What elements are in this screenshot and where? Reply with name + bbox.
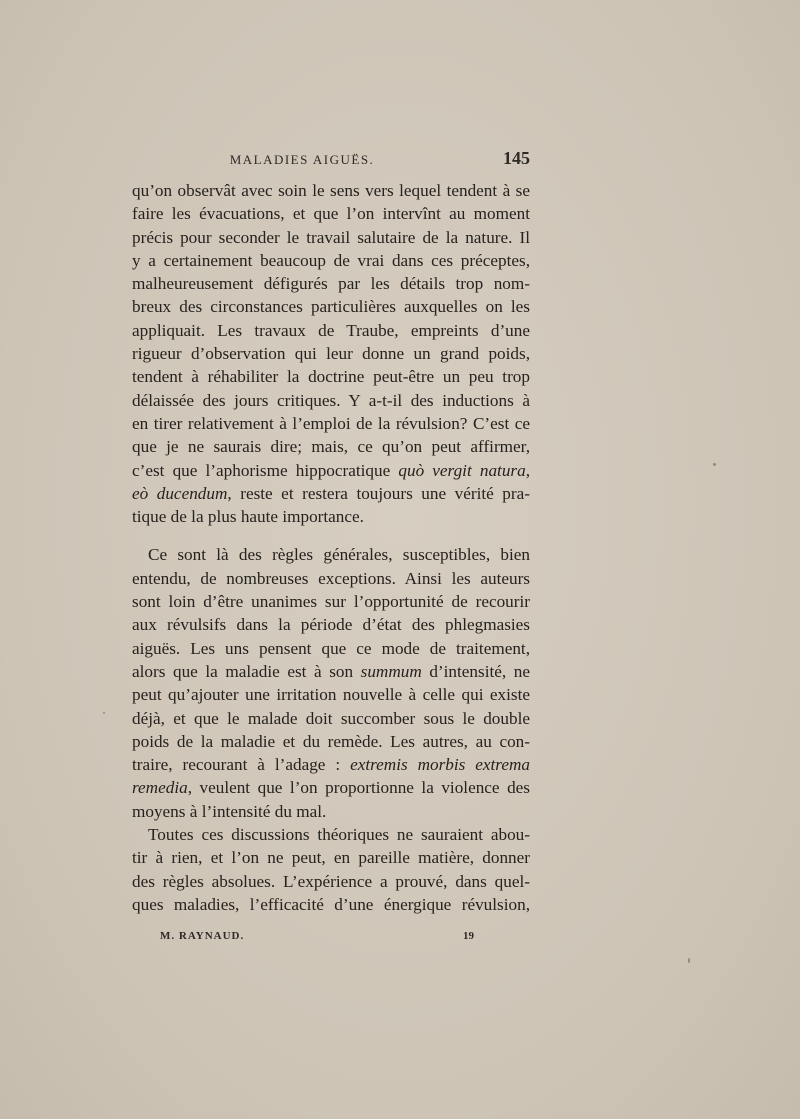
text-line: tique de la plus haute importance. [132, 507, 364, 527]
text-line: tir à rien, et l’on ne peut, en pareille matière, donner [132, 848, 530, 868]
text-line: déjà, et que le malade doit succomber sous le double [132, 708, 530, 728]
text-line: moyens à l’intensité du mal. [132, 801, 327, 821]
text-line: entendu, de nombreuses exceptions. Ainsi les auteurs [132, 568, 530, 588]
text-line: appliquait. Les travaux de Traube, empreints d’une [132, 320, 530, 340]
text-line: traire, recourant à l’adage : extremis morbis extrema [132, 755, 530, 775]
text-line: aux révulsifs dans la période d’état des phlegmasies [132, 615, 530, 635]
sheet-number: 19 [463, 930, 474, 942]
text-line: des règles absolues. L’expérience a prouvé, dans quel- [132, 871, 530, 891]
text-line: précis pour seconder le travail salutaire de la nature. Il [132, 227, 530, 247]
text-line: sont loin d’être unanimes sur l’opportunité de recourir [132, 592, 530, 612]
text-line: rigueur d’observation qui leur donne un grand poids, [132, 344, 530, 364]
paragraph-gap [132, 528, 530, 543]
text-line: que je ne saurais dire; mais, ce qu’on peut affirmer, [132, 437, 530, 457]
text-line: peut qu’ajouter une irritation nouvelle à celle qui existe [132, 685, 530, 705]
body-text [132, 179, 530, 916]
page-number: 145 [503, 148, 530, 168]
text-line: c’est que l’aphorisme hippocratique quò vergit natura, [132, 460, 530, 480]
page-footer [160, 930, 490, 948]
paper-speck [688, 958, 690, 963]
text-line: Ce sont là des règles générales, susceptibles, bien [148, 545, 530, 565]
text-line: aiguës. Les uns pensent que ce mode de traitement, [132, 638, 530, 658]
text-line: alors que la maladie est à son summum d’intensité, ne [132, 661, 530, 681]
paper-speck [103, 712, 105, 714]
text-line: breux des circonstances particulières auxquelles on les [132, 297, 530, 317]
text-line: malheureusement défigurés par les détails trop nom- [132, 274, 530, 294]
text-line: en tirer relativement à l’emploi de la révulsion? C’est ce [132, 413, 530, 433]
running-head-title: MALADIES AIGUËS. [229, 152, 375, 167]
text-line: délaissée des jours critiques. Y a-t-il des inductions à [132, 390, 530, 410]
text-line: Toutes ces discussions théoriques ne sauraient abou- [148, 825, 530, 845]
running-head [132, 150, 532, 172]
text-line: tendent à réhabiliter la doctrine peut-être un peu trop [132, 367, 530, 387]
text-line: faire les évacuations, et que l’on intervînt au moment [132, 204, 530, 224]
text-line: qu’on observât avec soin le sens vers lequel tendent à se [132, 181, 530, 200]
text-line: ques maladies, l’efficacité d’une énergique révulsion, [132, 894, 530, 914]
text-line: eò ducendum, reste et restera toujours une vérité pra- [132, 483, 530, 503]
printer-signature: M. RAYNAUD. [160, 930, 245, 942]
paper-speck [713, 463, 716, 466]
text-line: poids de la maladie et du remède. Les autres, au con- [132, 731, 530, 751]
text-line: y a certainement beaucoup de vrai dans ces préceptes, [132, 250, 530, 270]
text-line: remedia, veulent que l’on proportionne la violence des [132, 778, 530, 798]
